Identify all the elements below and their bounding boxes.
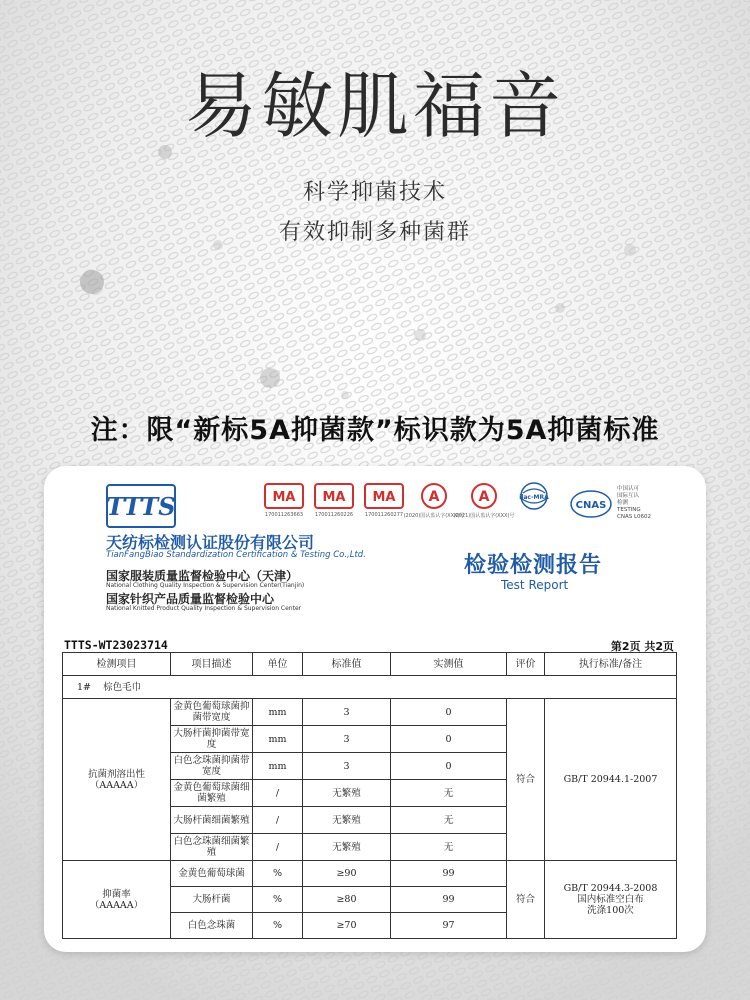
cal-mark-2 (453, 482, 515, 519)
hero-subtitle-1: 科学抑菌技术 (302, 180, 447, 205)
header-test-item: 检测项目 (63, 653, 171, 676)
row-standard: 无繁殖 (303, 807, 391, 834)
cal-mark-number: (2020)国认监认字(XXX)号 (403, 513, 465, 519)
cma-mark-1 (262, 482, 306, 519)
certification-marks (262, 482, 556, 519)
row-unit: mm (253, 699, 303, 726)
ilac-mra-mark (512, 482, 556, 519)
cma-seal-icon (364, 482, 404, 510)
header-standard-remark: 执行标准/备注 (545, 653, 677, 676)
group2-standard (545, 861, 677, 939)
row-standard: 3 (303, 726, 391, 753)
hero-title: 易敏肌福音 (184, 64, 565, 148)
cma-mark-2 (312, 482, 356, 519)
row-measured: 0 (391, 726, 507, 753)
knitted-center-en: National Knitted Product Quality Inspection & Supervision Center (106, 605, 302, 612)
cma-mark-3 (362, 482, 406, 519)
row-description: 白色念珠菌细菌繁殖 (171, 834, 253, 861)
row-unit: mm (253, 726, 303, 753)
cma-mark-number: 170011260226 (314, 512, 354, 518)
row-unit: / (253, 834, 303, 861)
hero-subtitle-2: 有效抑制多种菌群 (278, 220, 471, 245)
cal-seal-icon (464, 482, 504, 510)
row-standard: 无繁殖 (303, 780, 391, 807)
header-measured-value: 实测值 (391, 653, 507, 676)
sample-number: 1# (77, 681, 92, 693)
row-unit: % (253, 913, 303, 939)
company-name-en: TianFangBiao Standardization Certification & Testing Co.,Ltd. (106, 550, 366, 560)
row-unit: mm (253, 753, 303, 780)
group2-standard-line-3: 洗涤100次 (587, 905, 634, 916)
row-description: 白色念珠菌 (171, 913, 253, 939)
row-description: 金黄色葡萄球菌抑菌带宽度 (171, 699, 253, 726)
group2-evaluation: 符合 (507, 861, 545, 939)
cma-mark-number: 170011260277 (364, 512, 404, 518)
table-row (63, 861, 677, 887)
cma-mark-label: MA (322, 490, 346, 505)
cal-mark-number: (2021)国认监认字(XXX)号 (453, 513, 515, 519)
header-description: 项目描述 (171, 653, 253, 676)
cnas-line-4: TESTING (617, 507, 641, 513)
row-measured: 97 (391, 913, 507, 939)
row-measured: 无 (391, 807, 507, 834)
cal-mark-label: A (478, 489, 490, 505)
group1-standard: GB/T 20944.1-2007 (545, 699, 677, 861)
clothing-center-en: National Clothing Quality Inspection & Supervision Center(Tianjin) (106, 582, 305, 589)
row-unit: % (253, 887, 303, 913)
row-unit: / (253, 780, 303, 807)
row-measured: 无 (391, 780, 507, 807)
knitted-center-cn: 国家针织产品质量监督检验中心 (106, 592, 275, 606)
sample-row (63, 676, 677, 699)
clothing-center-cn: 国家服装质量监督检验中心（天津） (106, 569, 299, 583)
row-measured: 99 (391, 861, 507, 887)
group2-name (63, 861, 171, 939)
cnas-line-2: 国际互认 (617, 493, 640, 499)
ttts-logo: TTTS (106, 484, 176, 528)
cal-mark-label: A (428, 489, 440, 505)
table-row (63, 699, 677, 726)
group1-name-line-1: 抗菌剂溶出性 (87, 768, 145, 780)
row-standard: 无繁殖 (303, 834, 391, 861)
cnas-mark (569, 486, 651, 521)
row-standard: 3 (303, 753, 391, 780)
table-header-row (63, 653, 677, 676)
cnas-line-5: CNAS L0602 (617, 514, 652, 520)
ilac-mra-label: ilac-MRA (519, 494, 549, 501)
cma-mark-label: MA (372, 490, 396, 505)
row-standard: ≥70 (303, 913, 391, 939)
results-table (62, 652, 676, 940)
cnas-label: CNAS (575, 499, 607, 511)
company-name-cn: 天纺标检测认证股份有限公司 (106, 533, 315, 552)
cnas-text (617, 486, 651, 521)
report-number: TTTS-WT23023714 (64, 638, 168, 652)
row-unit: % (253, 861, 303, 887)
header-evaluation: 评价 (507, 653, 545, 676)
report-title-en: Test Report (501, 578, 569, 592)
row-description: 大肠杆菌 (171, 887, 253, 913)
cma-seal-icon (264, 482, 304, 510)
header-standard-value: 标准值 (303, 653, 391, 676)
cnas-line-1: 中国认可 (617, 486, 640, 492)
row-measured: 0 (391, 753, 507, 780)
row-unit: / (253, 807, 303, 834)
cal-mark-1 (403, 482, 465, 519)
cal-seal-icon (414, 482, 454, 510)
group1-evaluation: 符合 (507, 699, 545, 861)
row-description: 金黄色葡萄球菌细菌繁殖 (171, 780, 253, 807)
row-standard: ≥80 (303, 887, 391, 913)
group2-name-line-1: 抑菌率 (102, 888, 131, 900)
cnas-logo-icon (569, 489, 613, 519)
group2-standard-line-2: 国内标准空白布 (577, 894, 644, 905)
cnas-line-3: 检测 (617, 500, 629, 506)
row-description: 白色念珠菌抑菌带宽度 (171, 753, 253, 780)
row-measured: 无 (391, 834, 507, 861)
sample-cell (63, 676, 677, 699)
group2-standard-line-1: GB/T 20944.3-2008 (563, 883, 658, 894)
row-measured: 0 (391, 699, 507, 726)
group2-name-line-2: （AAAAA） (89, 899, 144, 911)
cma-mark-number: 170011263663 (264, 512, 304, 518)
header-unit: 单位 (253, 653, 303, 676)
row-description: 大肠杆菌抑菌带宽度 (171, 726, 253, 753)
cma-mark-label: MA (272, 490, 296, 505)
row-description: 大肠杆菌细菌繁殖 (171, 807, 253, 834)
row-description: 金黄色葡萄球菌 (171, 861, 253, 887)
standard-note: 注：限“新标5A抑菌款”标识款为5A抑菌标准 (90, 415, 660, 446)
row-measured: 99 (391, 887, 507, 913)
report-title-cn: 检验检测报告 (464, 552, 603, 578)
test-report-card (44, 466, 706, 952)
group1-name-line-2: （AAAAA） (89, 779, 144, 791)
sample-name: 棕色毛巾 (103, 681, 142, 693)
row-standard: 3 (303, 699, 391, 726)
cma-seal-icon (314, 482, 354, 510)
ilac-mra-icon (514, 482, 554, 510)
page-info: 第2页 共2页 (610, 640, 674, 653)
group1-name (63, 699, 171, 861)
row-standard: ≥90 (303, 861, 391, 887)
